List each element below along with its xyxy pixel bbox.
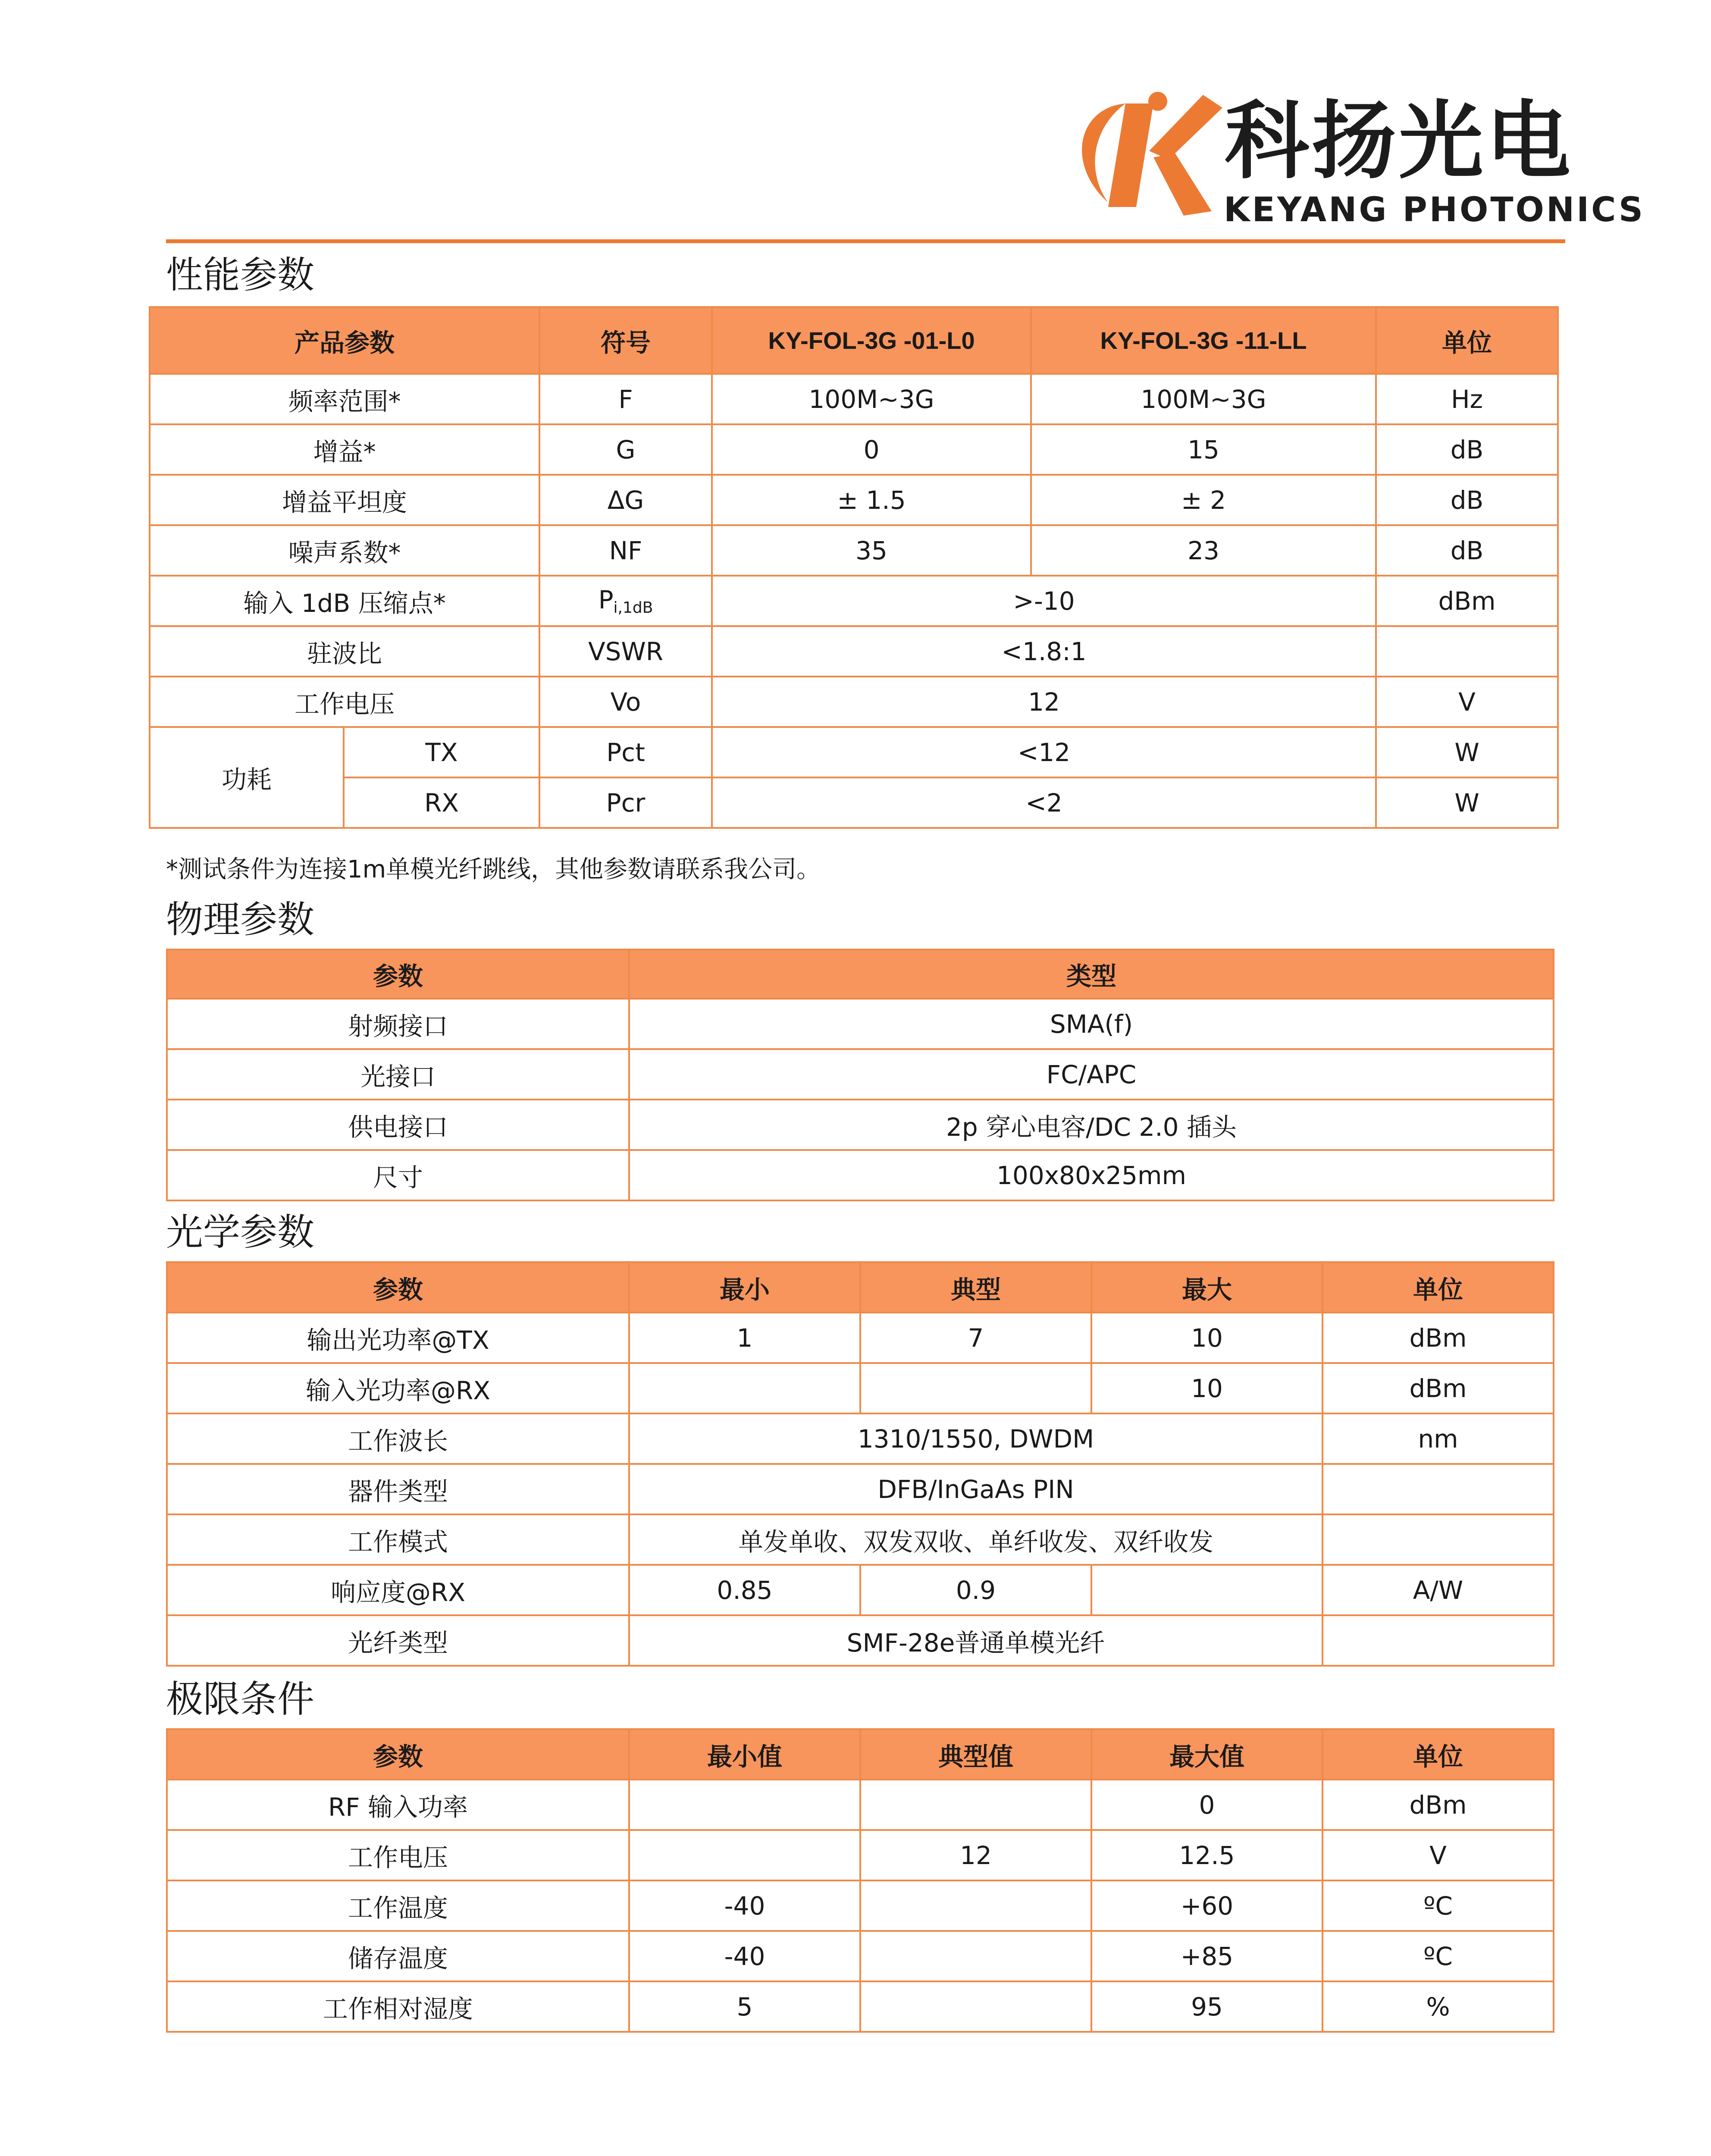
table-row: 射频接口 SMA(f) (167, 999, 1554, 1049)
physical-table: 参数 类型 射频接口 SMA(f) 光接口 FC/APC 供电接口 2p 穿心电容/DC 2.0 插头 尺寸 100x80x25mm (166, 949, 1554, 1201)
table-row: 噪声系数* NF 35 23 dB (150, 525, 1558, 576)
table-row: RX Pcr <2 W (150, 777, 1558, 828)
brand-name-en: KEYANG PHOTONICS (1224, 191, 1645, 229)
symbol-p1db: $P_{i,1dB}$ (539, 576, 712, 626)
table-row: 供电接口 2p 穿心电容/DC 2.0 插头 (167, 1100, 1554, 1150)
table-row: 功耗 TX Pct <12 W (150, 727, 1558, 777)
keyang-k-swoosh-logo-icon (1061, 78, 1225, 233)
table-row: 工作模式 单发单收、双发双收、单纤收发、双纤收发 (167, 1514, 1554, 1565)
table-row: 输入 1dB 压缩点* $P_{i,1dB}$ >-10 dBm (150, 576, 1558, 626)
company-logo (1061, 78, 1645, 233)
header-divider (166, 239, 1565, 243)
header-product-param: 产品参数 (150, 307, 539, 374)
table-row: 输出光功率@TX 1 7 10 dBm (167, 1313, 1554, 1363)
table-row: 工作相对湿度 5 95 % (167, 1981, 1554, 2032)
section-title-optical: 光学参数 (166, 1211, 314, 1254)
table-row: 光纤类型 SMF-28e普通单模光纤 (167, 1615, 1554, 1666)
table-row: 频率范围* F 100M~3G 100M~3G Hz (150, 374, 1558, 424)
header-model-01-l0: KY-FOL-3G -01-L0 (712, 307, 1031, 374)
header-symbol: 符号 (539, 307, 712, 374)
table-row: 工作电压 12 12.5 V (167, 1830, 1554, 1880)
table-row: RF 输入功率 0 dBm (167, 1780, 1554, 1830)
header-model-11-ll: KY-FOL-3G -11-LL (1031, 307, 1376, 374)
table-row: 工作电压 Vo 12 V (150, 677, 1558, 727)
table-row: 器件类型 DFB/InGaAs PIN (167, 1464, 1554, 1514)
table-row: 响应度@RX 0.85 0.9 A/W (167, 1565, 1554, 1615)
table-row: 工作温度 -40 +60 ºC (167, 1880, 1554, 1931)
table-row: 尺寸 100x80x25mm (167, 1150, 1554, 1200)
table-row: 增益* G 0 15 dB (150, 424, 1558, 475)
table-row: 工作波长 1310/1550, DWDM nm (167, 1413, 1554, 1464)
table-row: 增益平坦度 ΔG ± 1.5 ± 2 dB (150, 475, 1558, 525)
optical-table: 参数 最小 典型 最大 单位 输出光功率@TX 1 7 10 dBm 输入光功率@RX 10 dBm 工作波长 1310/1550, DWDM nm 器件类型 DFB/InGaAs PIN 工作模式 单发单收、双发双收、单纤收发、双纤收发 响应度@RX 0.85 0.9 A/W 光纤类型 SMF-28e普通单模光纤 (166, 1261, 1554, 1667)
table-row: 储存温度 -40 +85 ºC (167, 1931, 1554, 1981)
brand-name-cn: 科扬光电 (1225, 92, 1573, 191)
table-row: 驻波比 VSWR <1.8:1 (150, 626, 1558, 677)
section-title-physical: 物理参数 (166, 898, 314, 941)
table-row: 输入光功率@RX 10 dBm (167, 1363, 1554, 1413)
limits-table: 参数 最小值 典型值 最大值 单位 RF 输入功率 0 dBm 工作电压 12 12.5 V 工作温度 -40 +60 ºC 储存温度 -40 +85 ºC 工作相对湿度 5 95 % (166, 1728, 1554, 2033)
header-unit: 单位 (1376, 307, 1558, 374)
section-title-limits: 极限条件 (166, 1678, 314, 1721)
performance-table (149, 306, 1559, 829)
table-row: 光接口 FC/APC (167, 1049, 1554, 1100)
test-condition-note: *测试条件为连接1m单模光纤跳线，其他参数请联系我公司。 (166, 856, 821, 884)
section-title-performance: 性能参数 (166, 254, 314, 297)
